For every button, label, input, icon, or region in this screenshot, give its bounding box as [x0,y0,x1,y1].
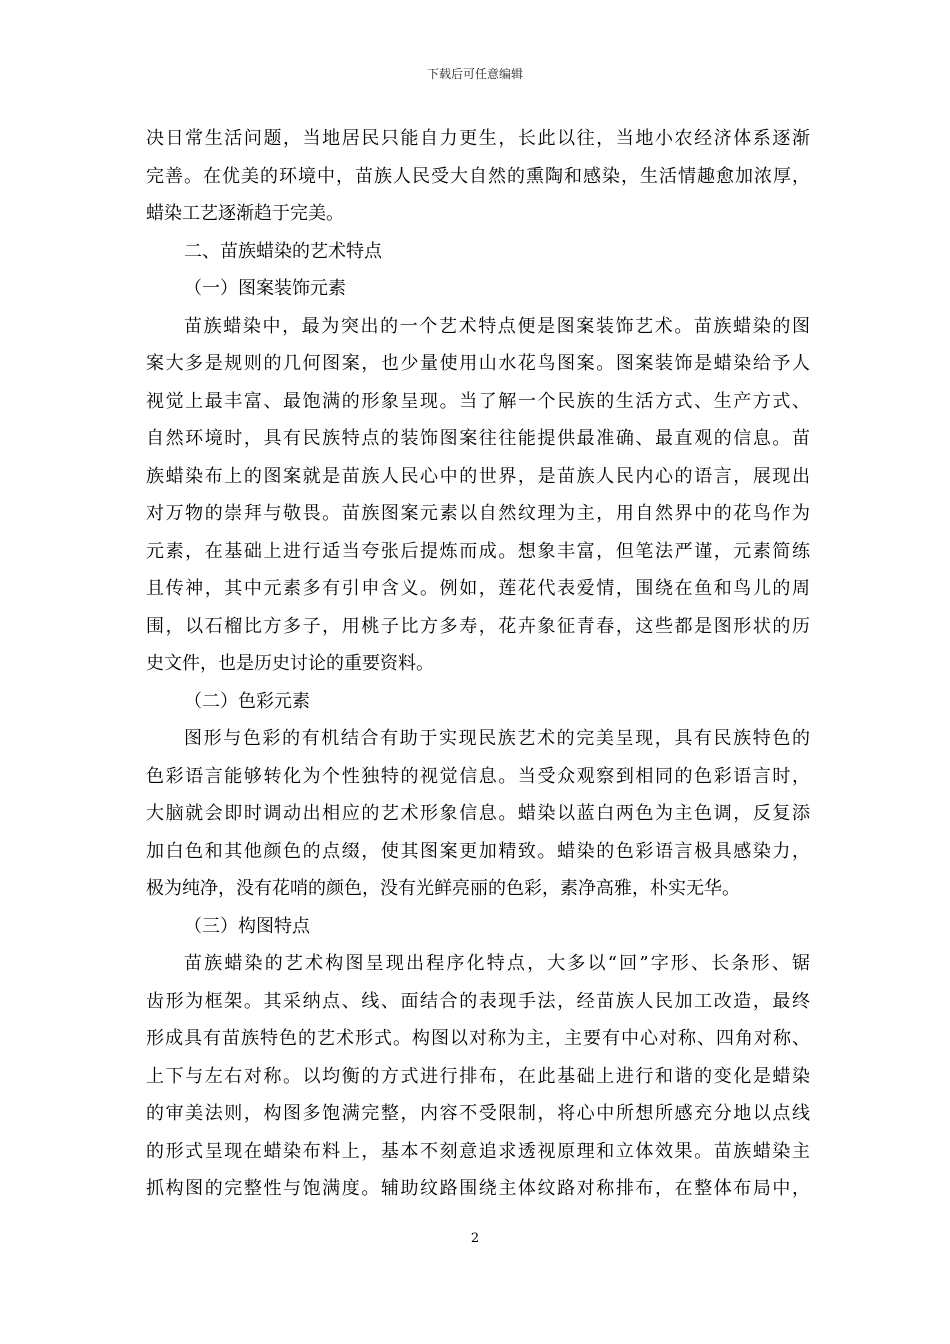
paragraph-line: 元素，在基础上进行适当夸张后提炼而成。想象丰富，但笔法严谨，元素简练 [146,540,810,562]
document-body [146,120,810,1208]
paragraph-line: 决日常生活问题，当地居民只能自力更生，长此以往，当地小农经济体系逐渐 [146,128,810,149]
page-header: 下载后可任意编辑 [426,67,523,81]
paragraph-line: 苗族蜡染中，最为突出的一个艺术特点便是图案装饰艺术。苗族蜡染的图 [184,315,810,337]
paragraph-line: 抓构图的完整性与饱满度。辅助纹路围绕主体纹路对称排布，在整体布局中， [146,1178,810,1199]
paragraph-line: 加白色和其他颜色的点缀，使其图案更加精致。蜡染的色彩语言极具感染力， [146,840,810,862]
paragraph-line: 围，以石榴比方多子，用桃子比方多寿，花卉象征青春，这些都是图形状的历 [146,615,810,637]
section-heading: 二、苗族蜡染的艺术特点 [184,240,382,262]
paragraph-line: 极为纯净，没有花哨的颜色，没有光鲜亮丽的色彩，素净高雅，朴实无华。 [146,878,740,899]
paragraph-line: 图形与色彩的有机结合有助于实现民族艺术的完美呈现，具有民族特色的 [184,728,810,749]
paragraph-line: 大脑就会即时调动出相应的艺术形象信息。蜡染以蓝白两色为主色调，反复添 [146,803,810,824]
subsection-heading: （三）构图特点 [184,915,310,937]
paragraph-line: 族蜡染布上的图案就是苗族人民心中的世界，是苗族人民内心的语言，展现出 [146,465,810,487]
paragraph-line: 案大多是规则的几何图案，也少量使用山水花鸟图案。图案装饰是蜡染给予人 [146,353,810,374]
paragraph-line: 上下与左右对称。以均衡的方式进行排布，在此基础上进行和谐的变化是蜡染 [146,1065,810,1087]
paragraph-line: 形成具有苗族特色的艺术形式。构图以对称为主，主要有中心对称、四角对称、 [146,1028,810,1049]
subsection-heading: （二）色彩元素 [184,690,310,712]
paragraph-line: 视觉上最丰富、最饱满的形象呈现。当了解一个民族的生活方式、生产方式、 [146,390,810,412]
subsection-heading: （一）图案装饰元素 [184,278,346,299]
paragraph-line: 蜡染工艺逐渐趋于完美。 [146,203,344,224]
paragraph-line: 色彩语言能够转化为个性独特的视觉信息。当受众观察到相同的色彩语言时， [146,765,810,787]
paragraph-line: 齿形为框架。其采纳点、线、面结合的表现手法，经苗族人民加工改造，最终 [146,990,810,1012]
page-number: 2 [470,1231,480,1246]
paragraph-line: 苗族蜡染的艺术构图呈现出程序化特点，大多以“回”字形、长条形、锯 [184,953,810,974]
paragraph-line: 自然环境时，具有民族特点的装饰图案往往能提供最准确、最直观的信息。苗 [146,428,810,449]
paragraph-line: 完善。在优美的环境中，苗族人民受大自然的熏陶和感染，生活情趣愈加浓厚， [146,165,810,187]
paragraph-line: 的形式呈现在蜡染布料上，基本不刻意追求透视原理和立体效果。苗族蜡染主 [146,1140,810,1162]
paragraph-line: 且传神，其中元素多有引申含义。例如，莲花代表爱情，围绕在鱼和鸟儿的周 [146,578,810,599]
paragraph-line: 对万物的崇拜与敬畏。苗族图案元素以自然纹理为主，用自然界中的花鸟作为 [146,503,810,524]
paragraph-line: 史文件，也是历史讨论的重要资料。 [146,653,434,674]
paragraph-line: 的审美法则，构图多饱满完整，内容不受限制，将心中所想所感充分地以点线 [146,1103,810,1124]
